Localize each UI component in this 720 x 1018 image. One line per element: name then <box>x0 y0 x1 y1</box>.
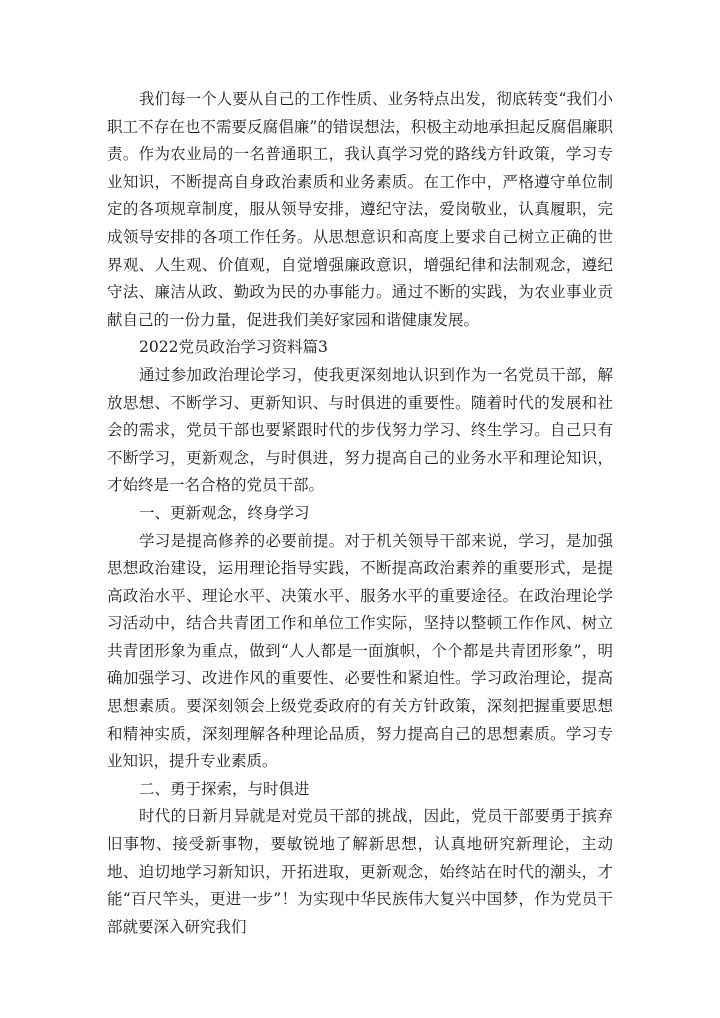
paragraph-2: 通过参加政治理论学习，使我更深刻地认识到作为一名党员干部，解放思想、不断学习、更新知识、与时俱进的重要性。随着时代的发展和社会的需求，党员干部也要紧跟时代的步伐努力学习、终生学习。自己只有不断学习，更新观念，与时俱进，努力提高自己的业务水平和理论知识，才始终是一名合格的党员干部。 <box>107 365 613 495</box>
subheading-2: 二、勇于探索，与时俱进 <box>139 779 310 798</box>
subheading-1: 一、更新观念，终身学习 <box>139 503 310 522</box>
paragraph-1: 我们每一个人要从自己的工作性质、业务特点出发，彻底转变“我们小职工不存在也不需要反腐倡廉”的错误想法，积极主动地承担起反腐倡廉职责。作为农业局的一名普通职工，我认真学习党的路线方针政策，学习专业知识，不断提高自身政治素质和业务素质。在工作中，严格遵守单位制定的各项规章制度，服从领导安排，遵纪守法，爱岗敬业，认真履职，完成领导安排的各项工作任务。从思想意识和高度上要求自己树立正确的世界观、人生观、价值观，自觉增强廉政意识，增强纪律和法制观念，遵纪守法、廉洁从政、勤政为民的办事能力。通过不断的实践，为农业事业贡献自己的一份力量，促进我们美好家园和谐健康发展。 <box>107 90 613 329</box>
paragraph-3: 学习是提高修养的必要前提。对于机关领导干部来说，学习，是加强思想政治建设，运用理论指导实践，不断提高政治素养的重要形式，是提高政治水平、理论水平、决策水平、服务水平的重要途径。在政治理论学习活动中，结合共青团工作和单位工作实际，坚持以整顿工作作风、树立共青团形象为重点，做到“人人都是一面旗帜，个个都是共青团形象”，明确加强学习、改进作风的重要性、必要性和紧迫性。学习政治理论，提高思想素质。要深刻领会上级党委政府的有关方针政策，深刻把握重要思想和精神实质，深刻理解各种理论品质，努力提高自己的思想素质。学习专业知识，提升专业素质。 <box>107 531 613 771</box>
paragraph-4: 时代的日新月异就是对党员干部的挑战，因此，党员干部要勇于摈弃旧事物、接受新事物，要敏锐地了解新思想，认真地研究新理论，主动地、迫切地学习新知识，开拓进取，更新观念，始终站在时代的潮头，才能“百尺竿头，更进一步”！为实现中华民族伟大复兴中国梦，作为党员干部就要深入研究我们 <box>107 807 613 936</box>
document-body <box>107 86 613 941</box>
section-title-3: 2022党员政治学习资料篇3 <box>139 338 328 357</box>
